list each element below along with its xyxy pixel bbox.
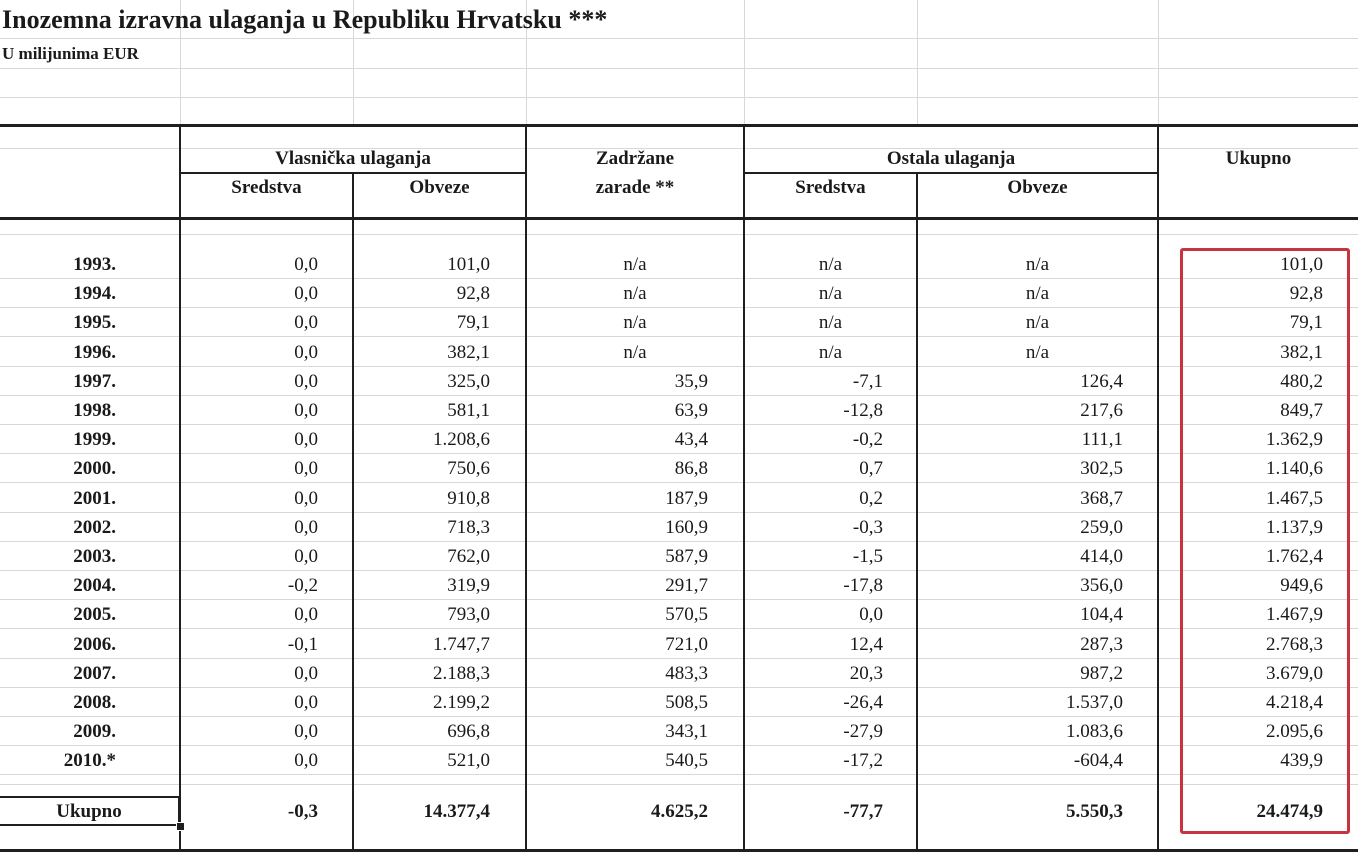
other-assets-cell[interactable]: -12,8 bbox=[843, 400, 883, 421]
total-cell[interactable]: 439,9 bbox=[1280, 750, 1323, 771]
year-cell[interactable]: 1996. bbox=[73, 342, 116, 363]
equity-assets-cell[interactable]: 0,0 bbox=[294, 312, 318, 333]
year-cell[interactable]: 1998. bbox=[73, 400, 116, 421]
other-liabilities-cell[interactable]: 111,1 bbox=[1081, 429, 1123, 450]
other-liabilities-cell[interactable]: 368,7 bbox=[1080, 488, 1123, 509]
equity-assets-cell[interactable]: -0,2 bbox=[287, 575, 318, 596]
equity-assets-cell[interactable]: 0,0 bbox=[294, 458, 318, 479]
total-cell[interactable]: 382,1 bbox=[1280, 342, 1323, 363]
equity-liabilities-cell[interactable]: 910,8 bbox=[447, 488, 490, 509]
total-cell[interactable]: 1.362,9 bbox=[1266, 429, 1323, 450]
header-total: Ukupno bbox=[1225, 148, 1292, 169]
retained-earnings-cell[interactable]: 63,9 bbox=[674, 400, 708, 421]
retained-earnings-cell[interactable]: 570,5 bbox=[665, 604, 708, 625]
year-cell[interactable]: 2009. bbox=[73, 721, 116, 742]
table-row bbox=[0, 454, 1358, 483]
table-row bbox=[0, 630, 1358, 659]
other-assets-cell[interactable]: -17,8 bbox=[843, 575, 883, 596]
equity-liabilities-cell[interactable]: 92,8 bbox=[456, 283, 490, 304]
equity-liabilities-cell[interactable]: 1.208,6 bbox=[433, 429, 490, 450]
year-cell[interactable]: 2004. bbox=[73, 575, 116, 596]
units-subtitle: U milijunima EUR bbox=[2, 44, 139, 63]
retained-earnings-cell[interactable]: 343,1 bbox=[665, 721, 708, 742]
equity-assets-cell[interactable]: 0,0 bbox=[294, 283, 318, 304]
equity-liabilities-cell[interactable]: 581,1 bbox=[447, 400, 490, 421]
other-assets-cell[interactable]: -1,5 bbox=[852, 546, 883, 567]
total-cell[interactable]: 101,0 bbox=[1280, 254, 1323, 275]
total-cell[interactable]: 849,7 bbox=[1280, 400, 1323, 421]
year-cell[interactable]: 1999. bbox=[73, 429, 116, 450]
other-assets-cell[interactable]: n/a bbox=[818, 254, 843, 275]
retained-earnings-cell[interactable]: 540,5 bbox=[665, 750, 708, 771]
other-assets-cell[interactable]: 12,4 bbox=[849, 634, 883, 655]
other-liabilities-cell[interactable]: 987,2 bbox=[1080, 663, 1123, 684]
selected-cell-outline bbox=[0, 796, 180, 826]
other-assets-cell[interactable]: 0,7 bbox=[859, 458, 883, 479]
table-row bbox=[0, 717, 1358, 746]
totals-label[interactable]: Ukupno bbox=[56, 801, 122, 822]
year-cell[interactable]: 2007. bbox=[73, 663, 116, 684]
other-liabilities-cell[interactable]: 126,4 bbox=[1080, 371, 1123, 392]
fill-handle[interactable] bbox=[176, 822, 185, 831]
retained-earnings-cell[interactable]: 35,9 bbox=[674, 371, 708, 392]
table-row bbox=[0, 396, 1358, 425]
other-liabilities-cell[interactable]: 104,4 bbox=[1080, 604, 1123, 625]
other-liabilities-cell[interactable]: 1.083,6 bbox=[1066, 721, 1123, 742]
table-row bbox=[0, 659, 1358, 688]
equity-assets-cell[interactable]: 0,0 bbox=[294, 254, 318, 275]
equity-assets-cell[interactable]: 0,0 bbox=[294, 663, 318, 684]
equity-assets-cell[interactable]: -0,1 bbox=[287, 634, 318, 655]
table-row bbox=[0, 600, 1358, 629]
table-row bbox=[0, 688, 1358, 717]
year-cell[interactable]: 2000. bbox=[73, 458, 116, 479]
equity-assets-cell[interactable]: 0,0 bbox=[294, 692, 318, 713]
retained-earnings-cell[interactable]: 86,8 bbox=[674, 458, 708, 479]
other-liabilities-cell[interactable]: 259,0 bbox=[1080, 517, 1123, 538]
equity-liabilities-cell[interactable]: 319,9 bbox=[447, 575, 490, 596]
other-assets-cell[interactable]: n/a bbox=[818, 283, 843, 304]
year-cell[interactable]: 1995. bbox=[73, 312, 116, 333]
totals-other-liabilities[interactable]: 5.550,3 bbox=[1066, 801, 1123, 822]
total-cell[interactable]: 1.762,4 bbox=[1266, 546, 1323, 567]
equity-assets-cell[interactable]: 0,0 bbox=[294, 750, 318, 771]
total-cell[interactable]: 4.218,4 bbox=[1266, 692, 1323, 713]
total-cell[interactable]: 3.679,0 bbox=[1266, 663, 1323, 684]
table-row bbox=[0, 308, 1358, 337]
other-assets-cell[interactable]: -17,2 bbox=[843, 750, 883, 771]
other-liabilities-cell[interactable]: n/a bbox=[1025, 342, 1050, 363]
other-liabilities-cell[interactable]: -604,4 bbox=[1073, 750, 1123, 771]
equity-liabilities-cell[interactable]: 762,0 bbox=[447, 546, 490, 567]
other-liabilities-cell[interactable]: 1.537,0 bbox=[1066, 692, 1123, 713]
retained-earnings-cell[interactable]: n/a bbox=[623, 312, 647, 333]
table-row bbox=[0, 542, 1358, 571]
header-equity-assets: Sredstva bbox=[231, 177, 302, 198]
header-other-group: Ostala ulaganja bbox=[886, 148, 1016, 169]
equity-assets-cell[interactable]: 0,0 bbox=[294, 488, 318, 509]
table-row bbox=[0, 746, 1358, 775]
equity-liabilities-cell[interactable]: 696,8 bbox=[447, 721, 490, 742]
equity-liabilities-cell[interactable]: 718,3 bbox=[447, 517, 490, 538]
year-cell[interactable]: 1997. bbox=[73, 371, 116, 392]
table-row bbox=[0, 338, 1358, 367]
other-assets-cell[interactable]: 20,3 bbox=[849, 663, 883, 684]
equity-liabilities-cell[interactable]: 750,6 bbox=[447, 458, 490, 479]
equity-assets-cell[interactable]: 0,0 bbox=[294, 400, 318, 421]
year-cell[interactable]: 2002. bbox=[73, 517, 116, 538]
retained-earnings-cell[interactable]: 43,4 bbox=[674, 429, 708, 450]
equity-assets-cell[interactable]: 0,0 bbox=[294, 371, 318, 392]
year-cell[interactable]: 2008. bbox=[73, 692, 116, 713]
other-assets-cell[interactable]: -0,2 bbox=[852, 429, 883, 450]
equity-liabilities-cell[interactable]: 793,0 bbox=[447, 604, 490, 625]
other-assets-cell[interactable]: -0,3 bbox=[852, 517, 883, 538]
equity-liabilities-cell[interactable]: 2.199,2 bbox=[433, 692, 490, 713]
table-row bbox=[0, 250, 1358, 279]
table-row bbox=[0, 484, 1358, 513]
equity-liabilities-cell[interactable]: 79,1 bbox=[456, 312, 490, 333]
totals-retained[interactable]: 4.625,2 bbox=[651, 801, 708, 822]
total-cell[interactable]: 2.095,6 bbox=[1266, 721, 1323, 742]
other-liabilities-cell[interactable]: n/a bbox=[1025, 254, 1050, 275]
table-row bbox=[0, 367, 1358, 396]
header-retained-line2: zarade ** bbox=[595, 177, 675, 198]
year-cell[interactable]: 2003. bbox=[73, 546, 116, 567]
table-row bbox=[0, 571, 1358, 600]
totals-grand-total[interactable]: 24.474,9 bbox=[1256, 801, 1323, 822]
equity-liabilities-cell[interactable]: 521,0 bbox=[447, 750, 490, 771]
total-cell[interactable]: 949,6 bbox=[1280, 575, 1323, 596]
retained-earnings-cell[interactable]: 721,0 bbox=[665, 634, 708, 655]
retained-earnings-cell[interactable]: 187,9 bbox=[665, 488, 708, 509]
other-liabilities-cell[interactable]: 356,0 bbox=[1080, 575, 1123, 596]
total-cell[interactable]: 1.467,9 bbox=[1266, 604, 1323, 625]
other-liabilities-cell[interactable]: 217,6 bbox=[1080, 400, 1123, 421]
other-assets-cell[interactable]: 0,0 bbox=[859, 604, 883, 625]
year-cell[interactable]: 1994. bbox=[73, 283, 116, 304]
retained-earnings-cell[interactable]: 483,3 bbox=[665, 663, 708, 684]
totals-equity-liabilities[interactable]: 14.377,4 bbox=[423, 801, 490, 822]
equity-liabilities-cell[interactable]: 382,1 bbox=[447, 342, 490, 363]
other-liabilities-cell[interactable]: 302,5 bbox=[1080, 458, 1123, 479]
header-equity-liabilities: Obveze bbox=[409, 177, 470, 198]
retained-earnings-cell[interactable]: n/a bbox=[623, 342, 647, 363]
total-cell[interactable]: 79,1 bbox=[1289, 312, 1323, 333]
year-cell[interactable]: 2006. bbox=[73, 634, 116, 655]
other-assets-cell[interactable]: -27,9 bbox=[843, 721, 883, 742]
header-retained-line1: Zadržane bbox=[595, 148, 675, 169]
header-equity-group: Vlasnička ulaganja bbox=[275, 148, 431, 169]
table-row bbox=[0, 513, 1358, 542]
total-column-highlight bbox=[1180, 248, 1350, 834]
total-cell[interactable]: 1.140,6 bbox=[1266, 458, 1323, 479]
table-row bbox=[0, 279, 1358, 308]
retained-earnings-cell[interactable]: 508,5 bbox=[665, 692, 708, 713]
total-cell[interactable]: 1.137,9 bbox=[1266, 517, 1323, 538]
other-liabilities-cell[interactable]: n/a bbox=[1025, 312, 1050, 333]
total-cell[interactable]: 480,2 bbox=[1280, 371, 1323, 392]
equity-assets-cell[interactable]: 0,0 bbox=[294, 517, 318, 538]
equity-liabilities-cell[interactable]: 1.747,7 bbox=[433, 634, 490, 655]
other-liabilities-cell[interactable]: n/a bbox=[1025, 283, 1050, 304]
equity-assets-cell[interactable]: 0,0 bbox=[294, 721, 318, 742]
total-cell[interactable]: 92,8 bbox=[1289, 283, 1323, 304]
other-assets-cell[interactable]: -7,1 bbox=[852, 371, 883, 392]
retained-earnings-cell[interactable]: 587,9 bbox=[665, 546, 708, 567]
total-cell[interactable]: 1.467,5 bbox=[1266, 488, 1323, 509]
total-cell[interactable]: 2.768,3 bbox=[1266, 634, 1323, 655]
year-cell[interactable]: 2001. bbox=[73, 488, 116, 509]
year-cell[interactable]: 1993. bbox=[73, 254, 116, 275]
other-assets-cell[interactable]: 0,2 bbox=[859, 488, 883, 509]
header-other-liabilities: Obveze bbox=[1007, 177, 1068, 198]
totals-other-assets[interactable]: -77,7 bbox=[843, 801, 883, 822]
retained-earnings-cell[interactable]: n/a bbox=[623, 283, 647, 304]
other-assets-cell[interactable]: -26,4 bbox=[843, 692, 883, 713]
page-title: Inozemna izravna ulaganja u Republiku Hrvatsku *** bbox=[2, 5, 608, 34]
retained-earnings-cell[interactable]: n/a bbox=[623, 254, 647, 275]
other-assets-cell[interactable]: n/a bbox=[818, 342, 843, 363]
equity-liabilities-cell[interactable]: 325,0 bbox=[447, 371, 490, 392]
equity-liabilities-cell[interactable]: 101,0 bbox=[447, 254, 490, 275]
equity-assets-cell[interactable]: 0,0 bbox=[294, 342, 318, 363]
retained-earnings-cell[interactable]: 160,9 bbox=[665, 517, 708, 538]
totals-equity-assets[interactable]: -0,3 bbox=[287, 801, 318, 822]
year-cell[interactable]: 2010.* bbox=[63, 750, 116, 771]
other-assets-cell[interactable]: n/a bbox=[818, 312, 843, 333]
equity-assets-cell[interactable]: 0,0 bbox=[294, 429, 318, 450]
equity-assets-cell[interactable]: 0,0 bbox=[294, 546, 318, 567]
other-liabilities-cell[interactable]: 287,3 bbox=[1080, 634, 1123, 655]
year-cell[interactable]: 2005. bbox=[73, 604, 116, 625]
table-row bbox=[0, 425, 1358, 454]
equity-liabilities-cell[interactable]: 2.188,3 bbox=[433, 663, 490, 684]
retained-earnings-cell[interactable]: 291,7 bbox=[665, 575, 708, 596]
header-other-assets: Sredstva bbox=[795, 177, 866, 198]
equity-assets-cell[interactable]: 0,0 bbox=[294, 604, 318, 625]
totals-row bbox=[0, 797, 1358, 826]
other-liabilities-cell[interactable]: 414,0 bbox=[1080, 546, 1123, 567]
